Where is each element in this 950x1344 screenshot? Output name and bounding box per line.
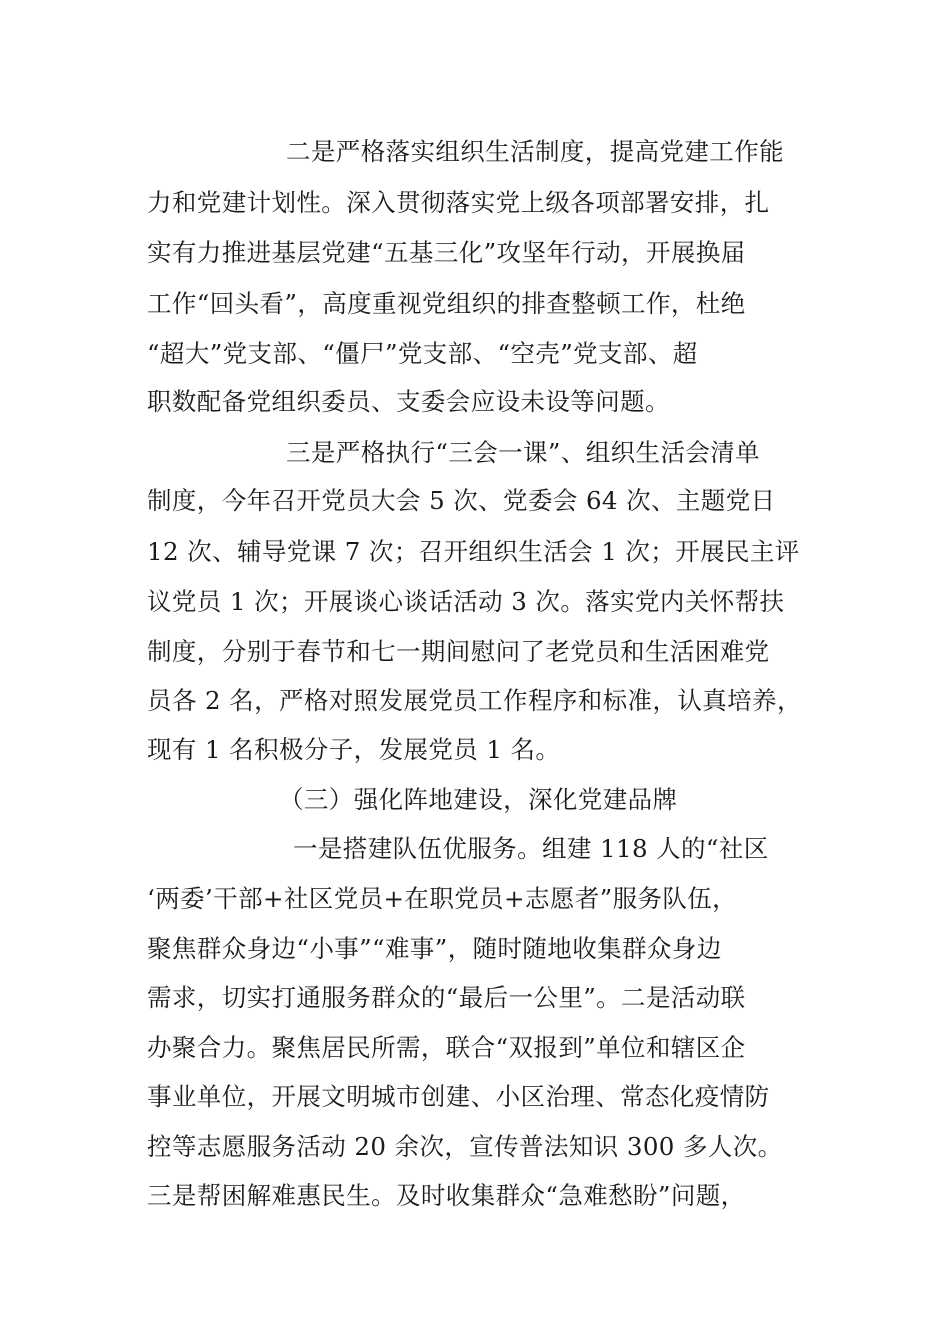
paragraph-3-line-7: 现有 1 名积极分子，发展党员 1 名。 (147, 735, 561, 764)
section-heading: （三）强化阵地建设，深化党建品牌 (279, 785, 678, 814)
paragraph-3-line-2: 制度，今年召开党员大会 5 次、党委会 64 次、主题党日 (147, 486, 776, 515)
paragraph-4-line-5: 办聚合力。聚焦居民所需，联合“双报到”单位和辖区企 (147, 1033, 746, 1062)
paragraph-4-line-8: 三是帮困解难惠民生。及时收集群众“急难愁盼”问题， (147, 1181, 746, 1210)
paragraph-4-line-6: 事业单位，开展文明城市创建、小区治理、常态化疫情防 (147, 1082, 770, 1111)
paragraph-4-line-3: 聚焦群众身边“小事”“难事”，随时随地收集群众身边 (147, 934, 722, 963)
paragraph-3-line-5: 制度，分别于春节和七一期间慰问了老党员和生活困难党 (147, 637, 770, 666)
paragraph-3-line-3: 12 次、辅导党课 7 次；召开组织生活会 1 次；开展民主评 (147, 537, 800, 566)
paragraph-2-line-3: 实有力推进基层党建“五基三化”攻坚年行动，开展换届 (147, 238, 746, 267)
paragraph-3-line-4: 议党员 1 次；开展谈心谈话活动 3 次。落实党内关怀帮扶 (147, 587, 785, 616)
paragraph-4-line-1: 一是搭建队伍优服务。组建 118 人的“社区 (293, 834, 769, 863)
paragraph-2-line-4: 工作“回头看”，高度重视党组织的排查整顿工作，杜绝 (147, 289, 746, 318)
paragraph-2-line-6: 职数配备党组织委员、支委会应设未设等问题。 (147, 387, 670, 416)
paragraph-2-line-1: 二是严格落实组织生活制度，提高党建工作能 (286, 137, 784, 166)
paragraph-3-line-1: 三是严格执行“三会一课”、组织生活会清单 (286, 438, 761, 467)
paragraph-4-line-2: ‘两委’干部+社区党员+在职党员+志愿者”服务队伍， (147, 884, 738, 913)
paragraph-2-line-5: “超大”党支部、“僵尸”党支部、“空壳”党支部、超 (147, 339, 698, 368)
paragraph-4-line-4: 需求，切实打通服务群众的“最后一公里”。二是活动联 (147, 983, 746, 1012)
paragraph-2-line-2: 力和党建计划性。深入贯彻落实党上级各项部署安排，扎 (147, 188, 770, 217)
paragraph-3-line-6: 员各 2 名，严格对照发展党员工作程序和标准，认真培养， (147, 686, 802, 715)
paragraph-4-line-7: 控等志愿服务活动 20 余次，宣传普法知识 300 多人次。 (147, 1132, 783, 1161)
